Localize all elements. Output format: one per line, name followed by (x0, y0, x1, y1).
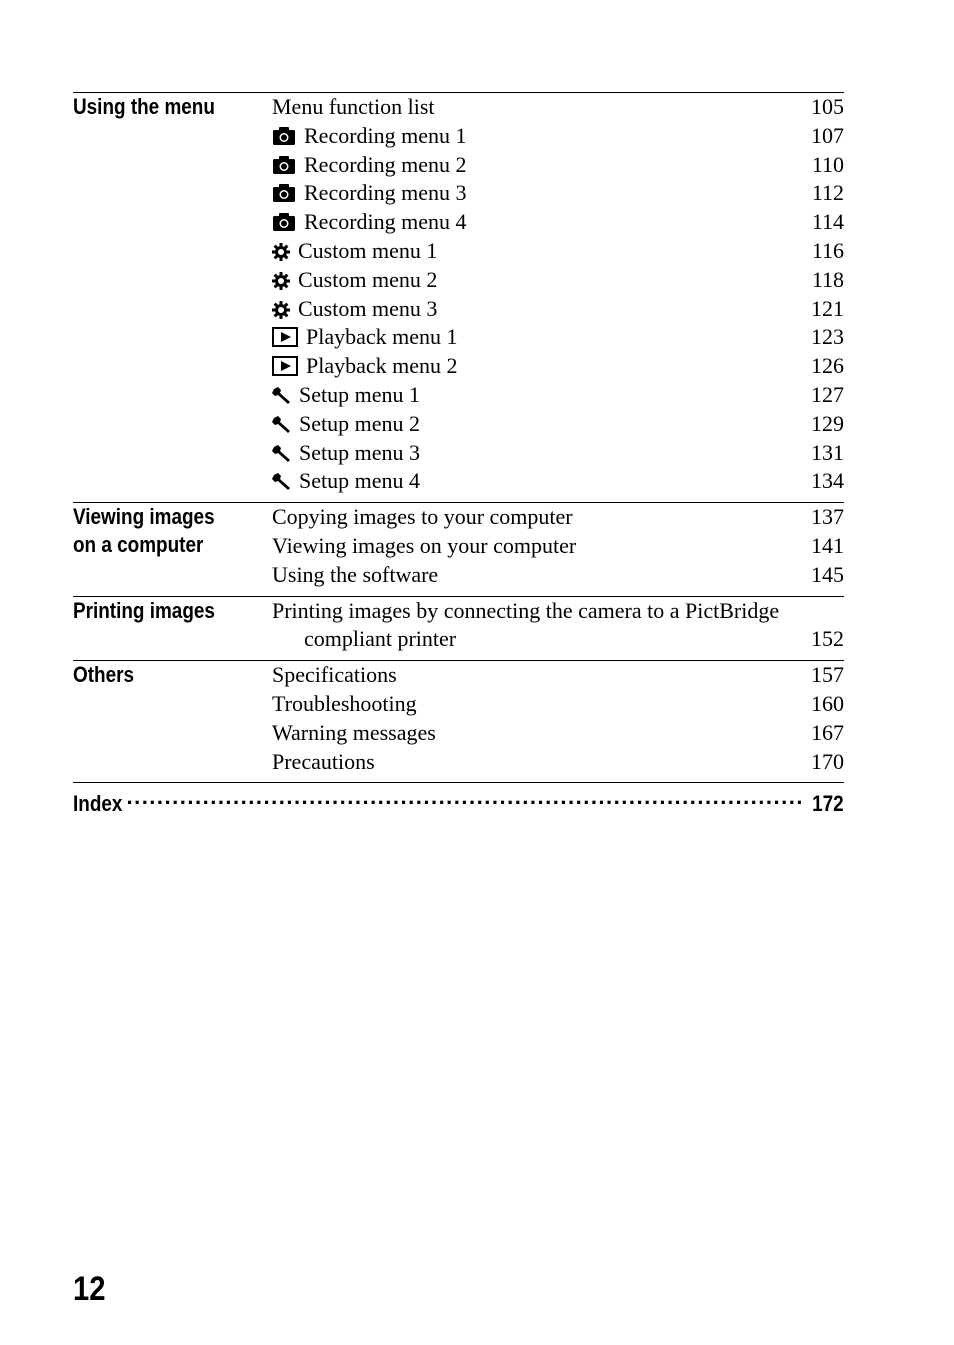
entry-label: Custom menu 3 (298, 295, 438, 321)
toc-entry[interactable] (272, 561, 844, 590)
toc-entry[interactable] (272, 748, 844, 777)
toc-entry[interactable] (272, 237, 844, 266)
entry-page: 116 (811, 237, 844, 263)
entry-page: 160 (811, 690, 844, 716)
entry-continuation (272, 625, 844, 654)
camera-icon (272, 125, 296, 154)
table-of-contents (73, 92, 844, 818)
entry-label: Playback menu 1 (306, 324, 458, 350)
toc-entry[interactable] (272, 381, 844, 410)
wrench-icon (272, 470, 291, 499)
entry-label: Menu function list (272, 94, 435, 119)
entry-page: 157 (811, 662, 844, 688)
entry-page: 170 (811, 748, 844, 774)
playback-icon (272, 326, 298, 355)
entry-label-continued: compliant printer (304, 626, 457, 652)
section-title-line: Printing images (73, 597, 215, 623)
entry-label: Troubleshooting (272, 690, 417, 716)
entry-page: 121 (811, 295, 844, 321)
entry-page: 114 (811, 209, 844, 235)
toc-entry[interactable] (272, 719, 844, 748)
toc-entry[interactable] (272, 93, 844, 122)
entry-page: 126 (811, 353, 844, 379)
entry-page: 137 (811, 504, 844, 530)
entry-label: Setup menu 1 (299, 381, 420, 407)
toc-entry[interactable] (272, 439, 844, 468)
toc-entry[interactable] (272, 208, 844, 237)
toc-entry[interactable] (272, 179, 844, 208)
entry-label: Copying images to your computer (272, 504, 573, 530)
entry-page: 112 (811, 180, 844, 206)
entry-page: 123 (811, 324, 844, 350)
toc-entry[interactable] (272, 323, 844, 352)
page-number: 12 (73, 1270, 106, 1308)
entry-label: Custom menu 1 (298, 237, 438, 263)
entry-page: 145 (811, 561, 844, 587)
index-label: Index (73, 791, 123, 817)
toc-entry[interactable] (272, 661, 844, 690)
toc-entry[interactable] (272, 597, 844, 655)
entry-page: 110 (811, 151, 844, 177)
dot-leader (126, 783, 801, 811)
entry-page: 118 (811, 266, 844, 292)
toc-entry[interactable] (272, 352, 844, 381)
toc-entry[interactable] (272, 410, 844, 439)
entry-label: Specifications (272, 662, 397, 688)
entry-label: Setup menu 2 (299, 410, 420, 436)
entry-page: 131 (811, 439, 844, 465)
entry-label: Printing images by connecting the camera to a PictBridge (272, 597, 780, 623)
toc-entry[interactable] (272, 532, 844, 561)
gear-icon (272, 240, 290, 269)
section-title-line: on a computer (73, 532, 204, 558)
entry-label: Viewing images on your computer (272, 532, 577, 558)
entry-label: Recording menu 1 (304, 122, 467, 148)
entry-label: Playback menu 2 (306, 353, 458, 379)
toc-entry[interactable] (272, 467, 844, 496)
toc-section-printing-images (73, 596, 844, 661)
wrench-icon (272, 384, 291, 413)
toc-index-entry[interactable] (73, 782, 844, 818)
entry-label: Recording menu 4 (304, 209, 467, 235)
toc-entry[interactable] (272, 122, 844, 151)
toc-section-viewing-images (73, 502, 844, 595)
entry-page: 127 (811, 381, 844, 407)
toc-entry[interactable] (272, 690, 844, 719)
playback-icon (272, 355, 298, 384)
section-entries (272, 93, 844, 496)
index-page: 172 (812, 791, 844, 817)
camera-icon (272, 154, 296, 183)
toc-entry[interactable] (272, 503, 844, 532)
toc-entry[interactable] (272, 266, 844, 295)
section-title (73, 503, 244, 589)
toc-entry[interactable] (272, 151, 844, 180)
entry-page: 105 (811, 94, 844, 119)
entry-label: Using the software (272, 561, 439, 587)
section-title-line: Viewing images (73, 504, 215, 530)
entry-label: Setup menu 3 (299, 439, 420, 465)
toc-entry[interactable] (272, 295, 844, 324)
entry-page: 134 (811, 468, 844, 494)
camera-icon (272, 211, 296, 240)
section-title (73, 661, 244, 776)
section-title-line: Using the menu (73, 94, 215, 119)
entry-page: 107 (811, 122, 844, 148)
section-entries (272, 661, 844, 776)
section-entries (272, 597, 844, 655)
wrench-icon (272, 413, 291, 442)
gear-icon (272, 269, 290, 298)
entry-page: 167 (811, 719, 844, 745)
gear-icon (272, 298, 290, 327)
toc-section-using-the-menu (73, 92, 844, 502)
entry-label: Recording menu 3 (304, 180, 467, 206)
entry-label: Custom menu 2 (298, 266, 438, 292)
section-title-line: Others (73, 662, 134, 688)
toc-section-others (73, 660, 844, 782)
entry-label: Setup menu 4 (299, 468, 420, 494)
wrench-icon (272, 442, 291, 471)
entry-page: 141 (811, 532, 844, 558)
entry-label: Precautions (272, 748, 375, 774)
entry-page: 129 (811, 410, 844, 436)
entry-label: Warning messages (272, 719, 436, 745)
section-title (73, 597, 244, 655)
entry-label: Recording menu 2 (304, 151, 467, 177)
section-entries (272, 503, 844, 589)
entry-page: 152 (811, 626, 844, 652)
camera-icon (272, 182, 296, 211)
section-title (73, 93, 244, 496)
